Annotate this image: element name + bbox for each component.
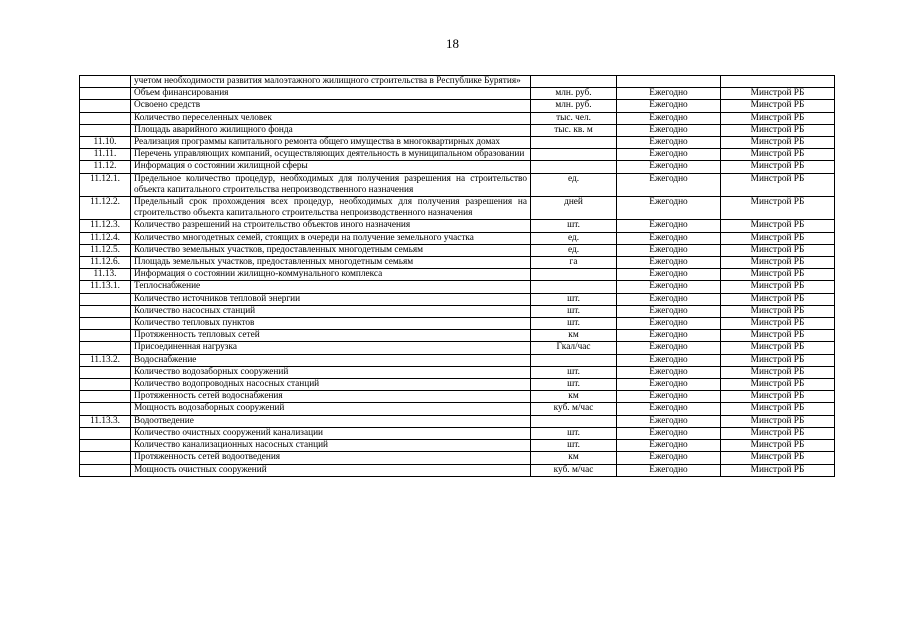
indicator-name-cell: Информация о состоянии жилищно-коммунального комплекса [131,269,531,281]
responsible-cell: Минстрой РБ [721,88,835,100]
periodicity-cell: Ежегодно [617,232,721,244]
unit-cell: ед. [531,173,617,196]
unit-cell [531,161,617,173]
row-number-cell [80,391,131,403]
indicator-name-cell: Мощность очистных сооружений [131,464,531,476]
row-number-cell: 11.13. [80,269,131,281]
table-row [80,244,835,256]
row-number-cell: 11.12.2. [80,197,131,220]
page-number: 18 [446,36,459,51]
row-number-cell [80,403,131,415]
responsible-cell: Минстрой РБ [721,440,835,452]
table-row [80,403,835,415]
unit-cell: куб. м/час [531,464,617,476]
unit-cell [531,281,617,293]
periodicity-cell: Ежегодно [617,124,721,136]
periodicity-cell: Ежегодно [617,88,721,100]
unit-cell: шт. [531,293,617,305]
indicator-name-cell: Предельный срок прохождения всех процедур, необходимых для получения разрешения на строительство объекта капитального строительства непроизводственного назначения [131,197,531,220]
unit-cell: км [531,391,617,403]
periodicity-cell: Ежегодно [617,427,721,439]
indicator-name-cell: Предельное количество процедур, необходимых для получения разрешения на строительство объекта капитального строительства непроизводственного назначения [131,173,531,196]
row-number-cell: 11.11. [80,149,131,161]
row-number-cell [80,330,131,342]
indicator-name-cell: Количество очистных сооружений канализации [131,427,531,439]
unit-cell: тыс. чел. [531,112,617,124]
row-number-cell: 11.12.1. [80,173,131,196]
indicator-name-cell: учетом необходимости развития малоэтажного жилищного строительства в Республике Бурятия» [131,76,531,88]
responsible-cell: Минстрой РБ [721,220,835,232]
unit-cell: шт. [531,427,617,439]
table-row [80,366,835,378]
row-number-cell [80,305,131,317]
row-number-cell: 11.12.3. [80,220,131,232]
periodicity-cell: Ежегодно [617,112,721,124]
periodicity-cell: Ежегодно [617,149,721,161]
periodicity-cell: Ежегодно [617,391,721,403]
indicator-name-cell: Водоотведение [131,415,531,427]
periodicity-cell: Ежегодно [617,173,721,196]
indicator-name-cell: Реализация программы капитального ремонта общего имущества в многоквартирных домах [131,137,531,149]
responsible-cell: Минстрой РБ [721,232,835,244]
row-number-cell: 11.10. [80,137,131,149]
row-number-cell [80,100,131,112]
row-number-cell: 11.12.5. [80,244,131,256]
unit-cell: га [531,257,617,269]
unit-cell: Гкал/час [531,342,617,354]
responsible-cell: Минстрой РБ [721,452,835,464]
unit-cell: дней [531,197,617,220]
table-row [80,452,835,464]
indicator-name-cell: Количество канализационных насосных станций [131,440,531,452]
row-number-cell [80,452,131,464]
periodicity-cell: Ежегодно [617,440,721,452]
row-number-cell [80,88,131,100]
table-row [80,257,835,269]
responsible-cell: Минстрой РБ [721,427,835,439]
unit-cell [531,76,617,88]
row-number-cell [80,112,131,124]
periodicity-cell: Ежегодно [617,452,721,464]
indicator-name-cell: Количество источников тепловой энергии [131,293,531,305]
table-row [80,354,835,366]
table-row [80,379,835,391]
table-row [80,330,835,342]
indicator-name-cell: Количество водопроводных насосных станций [131,379,531,391]
row-number-cell [80,440,131,452]
unit-cell [531,137,617,149]
table-row [80,112,835,124]
responsible-cell: Минстрой РБ [721,330,835,342]
row-number-cell [80,366,131,378]
responsible-cell: Минстрой РБ [721,318,835,330]
responsible-cell: Минстрой РБ [721,137,835,149]
periodicity-cell: Ежегодно [617,342,721,354]
table-row [80,293,835,305]
periodicity-cell [617,76,721,88]
indicator-name-cell: Объем финансирования [131,88,531,100]
indicator-name-cell: Количество тепловых пунктов [131,318,531,330]
periodicity-cell: Ежегодно [617,161,721,173]
indicator-name-cell: Площадь аварийного жилищного фонда [131,124,531,136]
responsible-cell: Минстрой РБ [721,403,835,415]
unit-cell [531,269,617,281]
indicator-name-cell: Присоединенная нагрузка [131,342,531,354]
table-row [80,342,835,354]
periodicity-cell: Ежегодно [617,220,721,232]
responsible-cell: Минстрой РБ [721,281,835,293]
responsible-cell: Минстрой РБ [721,379,835,391]
table-row [80,464,835,476]
table-row [80,197,835,220]
table-body [80,76,835,477]
unit-cell: тыс. кв. м [531,124,617,136]
periodicity-cell: Ежегодно [617,464,721,476]
periodicity-cell: Ежегодно [617,281,721,293]
periodicity-cell: Ежегодно [617,318,721,330]
table-row [80,137,835,149]
indicator-name-cell: Количество водозаборных сооружений [131,366,531,378]
responsible-cell: Минстрой РБ [721,293,835,305]
table-row [80,305,835,317]
row-number-cell: 11.13.2. [80,354,131,366]
table-row [80,269,835,281]
unit-cell: ед. [531,244,617,256]
periodicity-cell: Ежегодно [617,137,721,149]
periodicity-cell: Ежегодно [617,100,721,112]
responsible-cell: Минстрой РБ [721,354,835,366]
periodicity-cell: Ежегодно [617,354,721,366]
periodicity-cell: Ежегодно [617,269,721,281]
table-row [80,88,835,100]
unit-cell [531,354,617,366]
responsible-cell: Минстрой РБ [721,244,835,256]
unit-cell: шт. [531,366,617,378]
indicator-name-cell: Мощность водозаборных сооружений [131,403,531,415]
table-row [80,124,835,136]
unit-cell: км [531,452,617,464]
unit-cell: куб. м/час [531,403,617,415]
table-row [80,415,835,427]
indicator-name-cell: Перечень управляющих компаний, осуществляющих деятельность в муниципальном образовании [131,149,531,161]
table-row [80,232,835,244]
row-number-cell: 11.12.4. [80,232,131,244]
responsible-cell: Минстрой РБ [721,464,835,476]
row-number-cell [80,293,131,305]
table-row [80,173,835,196]
periodicity-cell: Ежегодно [617,330,721,342]
unit-cell: ед. [531,232,617,244]
indicator-name-cell: Теплоснабжение [131,281,531,293]
indicators-table [79,75,835,477]
row-number-cell [80,124,131,136]
periodicity-cell: Ежегодно [617,257,721,269]
responsible-cell: Минстрой РБ [721,149,835,161]
table-row [80,100,835,112]
responsible-cell: Минстрой РБ [721,342,835,354]
indicator-name-cell: Информация о состоянии жилищной сферы [131,161,531,173]
unit-cell: шт. [531,440,617,452]
responsible-cell [721,76,835,88]
responsible-cell: Минстрой РБ [721,112,835,124]
responsible-cell: Минстрой РБ [721,366,835,378]
table-row [80,427,835,439]
table-row [80,281,835,293]
indicator-name-cell: Водоснабжение [131,354,531,366]
row-number-cell: 11.12.6. [80,257,131,269]
row-number-cell [80,318,131,330]
table-row [80,161,835,173]
periodicity-cell: Ежегодно [617,305,721,317]
unit-cell: шт. [531,318,617,330]
indicator-name-cell: Протяженность тепловых сетей [131,330,531,342]
periodicity-cell: Ежегодно [617,366,721,378]
row-number-cell: 11.13.1. [80,281,131,293]
row-number-cell [80,379,131,391]
table-row [80,220,835,232]
indicator-name-cell: Количество земельных участков, предоставленных многодетным семьям [131,244,531,256]
responsible-cell: Минстрой РБ [721,161,835,173]
table-row [80,318,835,330]
responsible-cell: Минстрой РБ [721,269,835,281]
row-number-cell [80,342,131,354]
periodicity-cell: Ежегодно [617,197,721,220]
responsible-cell: Минстрой РБ [721,391,835,403]
indicator-name-cell: Количество многодетных семей, стоящих в очереди на получение земельного участка [131,232,531,244]
indicator-name-cell: Количество насосных станций [131,305,531,317]
periodicity-cell: Ежегодно [617,293,721,305]
table-row [80,440,835,452]
unit-cell: шт. [531,379,617,391]
responsible-cell: Минстрой РБ [721,197,835,220]
responsible-cell: Минстрой РБ [721,173,835,196]
row-number-cell: 11.12. [80,161,131,173]
unit-cell [531,149,617,161]
indicator-name-cell: Протяженность сетей водоотведения [131,452,531,464]
indicator-name-cell: Площадь земельных участков, предоставленных многодетным семьям [131,257,531,269]
row-number-cell [80,427,131,439]
table-row [80,391,835,403]
indicator-name-cell: Протяженность сетей водоснабжения [131,391,531,403]
table-row [80,76,835,88]
responsible-cell: Минстрой РБ [721,305,835,317]
unit-cell: млн. руб. [531,100,617,112]
periodicity-cell: Ежегодно [617,403,721,415]
unit-cell: шт. [531,220,617,232]
indicator-name-cell: Количество переселенных человек [131,112,531,124]
row-number-cell [80,464,131,476]
unit-cell: млн. руб. [531,88,617,100]
periodicity-cell: Ежегодно [617,415,721,427]
unit-cell: шт. [531,305,617,317]
unit-cell [531,415,617,427]
responsible-cell: Минстрой РБ [721,415,835,427]
indicator-name-cell: Освоено средств [131,100,531,112]
row-number-cell [80,76,131,88]
periodicity-cell: Ежегодно [617,244,721,256]
responsible-cell: Минстрой РБ [721,257,835,269]
table-row [80,149,835,161]
periodicity-cell: Ежегодно [617,379,721,391]
row-number-cell: 11.13.3. [80,415,131,427]
indicator-name-cell: Количество разрешений на строительство объектов иного назначения [131,220,531,232]
unit-cell: км [531,330,617,342]
responsible-cell: Минстрой РБ [721,124,835,136]
responsible-cell: Минстрой РБ [721,100,835,112]
